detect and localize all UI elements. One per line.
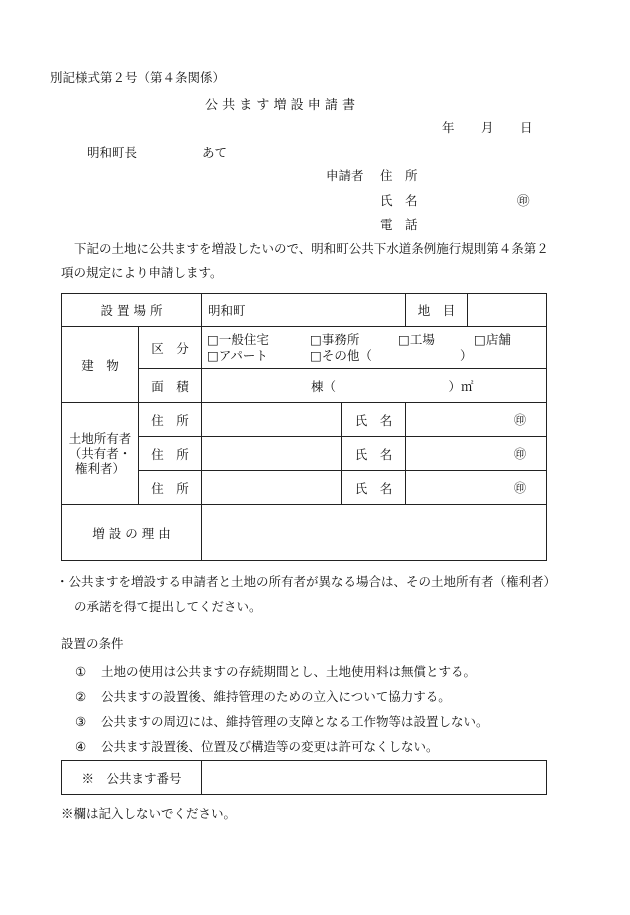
chimoku-field[interactable] <box>468 294 547 327</box>
owner-row <box>62 403 547 437</box>
condition-text: 公共ますの設置後、維持管理のための立入について協力する。 <box>101 689 451 704</box>
owner-address-label: 住 所 <box>139 403 202 437</box>
owner-name-label: 氏 名 <box>342 471 406 505</box>
building-kubun-row <box>62 327 547 369</box>
other-close-paren: ） <box>460 347 473 363</box>
owner-label-line-2: （共有者・ <box>68 446 132 461</box>
owner-name-field[interactable] <box>406 437 547 471</box>
intro-line-2: 項の規定により申請します。 <box>61 265 223 280</box>
office-use-table <box>61 760 547 795</box>
date-year-label: 年 <box>442 120 455 135</box>
building-type-options <box>202 327 547 369</box>
building-label: 建 物 <box>62 327 139 403</box>
kubun-label: 区 分 <box>139 327 202 369</box>
date-day-label: 日 <box>520 120 533 135</box>
addressee-ate: あて <box>202 145 228 160</box>
owner-name-field[interactable] <box>406 471 547 505</box>
checkbox-factory[interactable]: □工場 <box>398 331 435 347</box>
condition-item <box>75 662 476 680</box>
condition-number: ③ <box>75 714 87 729</box>
reason-field[interactable] <box>202 505 547 561</box>
location-label: 設 置 場 所 <box>62 294 202 327</box>
owner-address-label: 住 所 <box>139 437 202 471</box>
owner-label-line-1: 土地所有者 <box>68 431 132 446</box>
condition-item <box>75 712 489 730</box>
footer-note: ※欄は記入しないでください。 <box>61 806 237 821</box>
chimoku-label: 地 目 <box>406 294 468 327</box>
owner-name-field[interactable] <box>406 403 547 437</box>
owner-address-field[interactable] <box>202 437 342 471</box>
owner-consent-note-line-2: の承諾を得て提出してください。 <box>74 599 262 614</box>
owner-address-field[interactable] <box>202 403 342 437</box>
checkbox-other[interactable]: □その他（ <box>310 347 372 363</box>
owner-address-field[interactable] <box>202 471 342 505</box>
applicant-seal-mark: ㊞ <box>517 193 530 208</box>
location-value-field[interactable]: 明和町 <box>202 294 406 327</box>
reason-row <box>62 505 547 561</box>
form-reference: 別記様式第２号（第４条関係） <box>50 70 226 85</box>
owner-consent-note <box>56 569 556 619</box>
document-title: 公 共 ま す 増 設 申 請 書 <box>205 98 356 113</box>
owner-name-label: 氏 名 <box>342 437 406 471</box>
condition-item <box>75 687 451 705</box>
checkbox-general-house[interactable]: □一般住宅 <box>207 331 269 347</box>
condition-number: ① <box>75 664 87 679</box>
applicant-name-label: 氏 名 <box>380 193 418 208</box>
conditions-heading: 設置の条件 <box>61 636 124 651</box>
applicant-address-label: 住 所 <box>380 168 418 183</box>
applicant-phone-label: 電 話 <box>380 217 418 232</box>
condition-text: 公共ます設置後、位置及び構造等の変更は許可なくしない。 <box>101 739 439 754</box>
addressee: 明和町長 <box>87 145 138 160</box>
condition-text: 公共ますの周辺には、維持管理の支障となる工作物等は設置しない。 <box>101 714 489 729</box>
location-row <box>62 294 547 327</box>
owner-label-line-3: 権利者） <box>74 461 125 476</box>
reason-label: 増 設 の 理 由 <box>62 505 202 561</box>
area-label: 面 積 <box>139 369 202 403</box>
owner-seal-mark: ㊞ <box>514 447 527 461</box>
manhole-number-label: ※ 公共ます番号 <box>62 761 202 795</box>
owner-consent-note-line-1: ・公共ますを増設する申請者と土地の所有者が異なる場合は、その土地所有者（権利者） <box>56 574 557 589</box>
intro-line-1: 下記の土地に公共ますを増設したいので、明和町公共下水道条例施行規則第４条第２ <box>74 241 549 256</box>
condition-item <box>75 737 439 755</box>
checkbox-apartment[interactable]: □アパート <box>207 347 268 363</box>
owner-address-label: 住 所 <box>139 471 202 505</box>
date-month-label: 月 <box>481 120 494 135</box>
area-value-field[interactable]: 棟（ ）㎡ <box>202 369 547 403</box>
application-table <box>61 293 547 561</box>
condition-text: 土地の使用は公共ますの存続期間とし、土地使用料は無償とする。 <box>101 664 477 679</box>
owner-label <box>62 403 139 505</box>
checkbox-office[interactable]: □事務所 <box>310 331 360 347</box>
condition-number: ② <box>75 689 87 704</box>
owner-name-label: 氏 名 <box>342 403 406 437</box>
manhole-number-field[interactable] <box>202 761 547 795</box>
owner-seal-mark: ㊞ <box>514 481 527 495</box>
applicant-label: 申請者 <box>326 168 364 183</box>
owner-seal-mark: ㊞ <box>514 413 527 427</box>
checkbox-shop[interactable]: □店舗 <box>474 331 511 347</box>
condition-number: ④ <box>75 739 87 754</box>
